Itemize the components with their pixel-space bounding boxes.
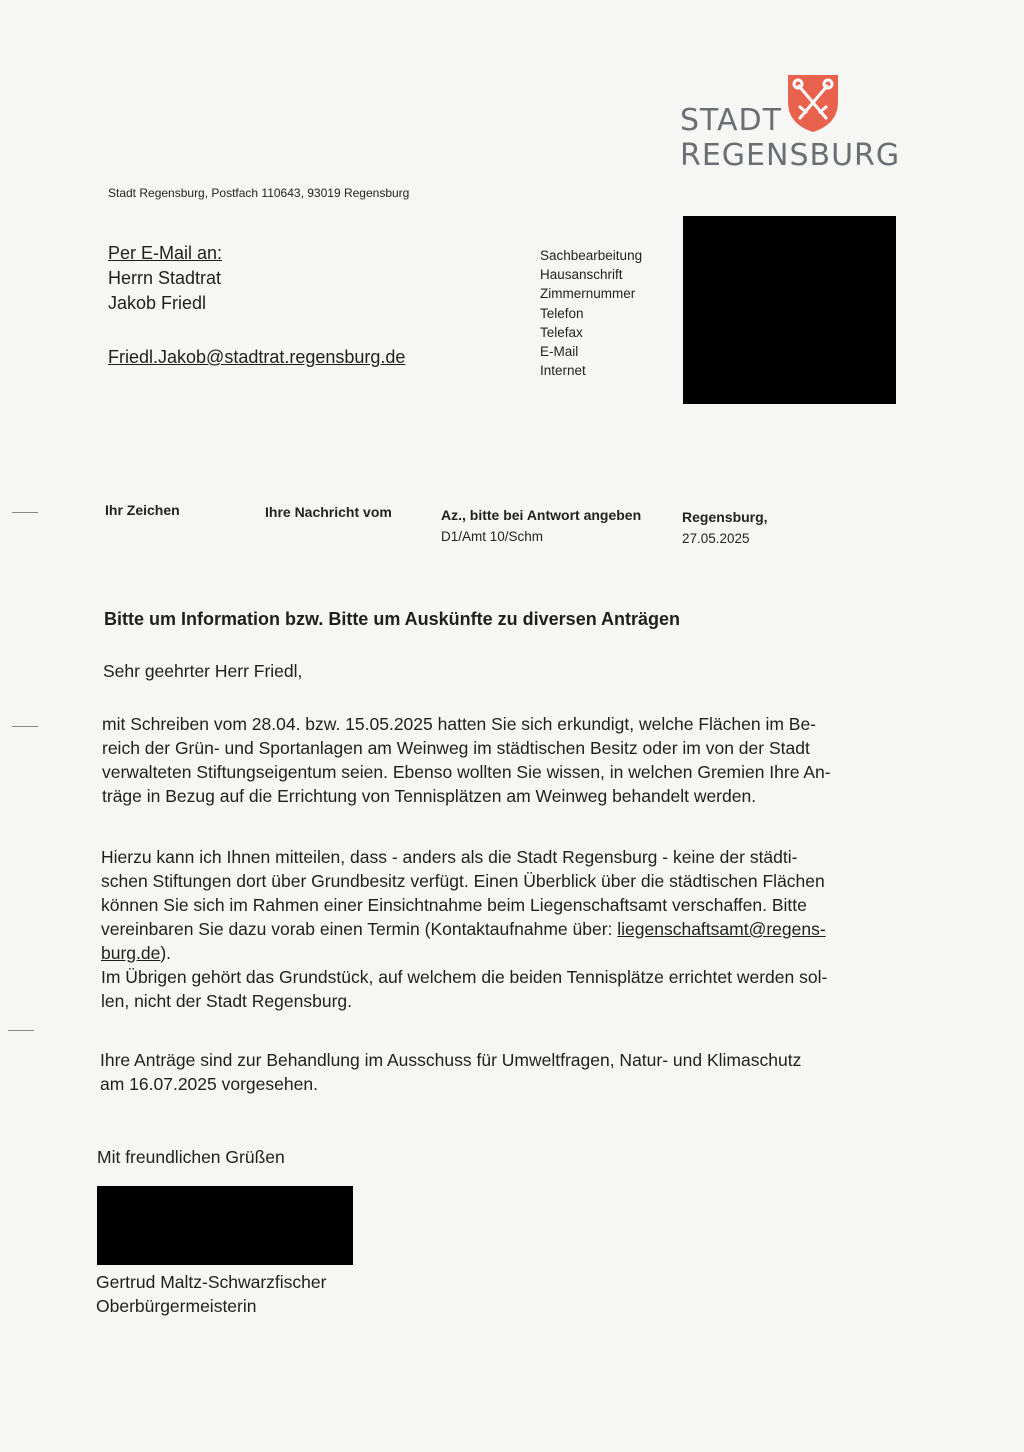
text-line: Hierzu kann ich Ihnen mitteilen, dass - anders als die Stadt Regensburg - keine der städti- (101, 847, 798, 867)
body-paragraph-2 (101, 845, 931, 1013)
text-line: träge in Bezug auf die Errichtung von Tennisplätzen am Weinweg behandelt werden. (102, 786, 757, 806)
crossed-keys-crest-icon (784, 72, 842, 134)
recipient-block (108, 241, 405, 370)
contact-label: Telefon (540, 305, 584, 321)
text-line (101, 917, 931, 941)
ref-az-label: Az., bitte bei Antwort angeben (441, 507, 642, 523)
recipient-email-link[interactable]: Friedl.Jakob@stadtrat.regensburg.de (108, 347, 406, 367)
sender-address-line: Stadt Regensburg, Postfach 110643, 93019 Regensburg (108, 186, 410, 200)
text-line-end: ). (160, 943, 172, 963)
fold-mark-top (12, 512, 38, 513)
redacted-contact-details (683, 216, 896, 404)
text-line-start: vereinbaren Sie dazu vorab einen Termin (Kontaktaufnahme über: (101, 919, 618, 939)
text-line: mit Schreiben vom 28.04. bzw. 15.05.2025 hatten Sie sich erkundigt, welche Flächen im Be- (102, 714, 817, 734)
logo-line-2: REGENSBURG (680, 138, 901, 173)
ref-ihre-nachricht-label: Ihre Nachricht vom (265, 504, 392, 520)
recipient-line-1: Herrn Stadtrat (108, 268, 222, 288)
text-line: schen Stiftungen dort über Grundbesitz verfügt. Einen Überblick über die städtischen Flächen (101, 871, 825, 891)
city-logo (680, 72, 901, 173)
text-line: am 16.07.2025 vorgesehen. (100, 1074, 318, 1094)
recipient-via: Per E-Mail an: (108, 243, 223, 263)
contact-labels (540, 246, 642, 380)
ref-az-value: D1/Amt 10/Schm (441, 529, 544, 544)
ref-place-label: Regensburg, (682, 509, 768, 525)
signatory-title: Oberbürgermeisterin (96, 1296, 257, 1316)
fold-mark-bottom (8, 1030, 34, 1031)
letter-subject: Bitte um Information bzw. Bitte um Auskünfte zu diversen Anträgen (104, 609, 681, 629)
salutation: Sehr geehrter Herr Friedl, (103, 661, 303, 681)
contact-label: Zimmernummer (540, 286, 636, 302)
recipient-line-2: Jakob Friedl (108, 293, 207, 313)
contact-label: Telefax (540, 324, 583, 340)
text-line: Ihre Anträge sind zur Behandlung im Ausschuss für Umweltfragen, Natur- und Klimaschutz (100, 1050, 802, 1070)
redacted-signature (97, 1186, 353, 1265)
text-line: verwalteten Stiftungseigentum seien. Ebenso wollten Sie wissen, in welchen Gremien Ihre An- (102, 762, 831, 782)
text-line (101, 941, 931, 965)
ref-ihr-zeichen-label: Ihr Zeichen (105, 502, 180, 518)
text-line: Im Übrigen gehört das Grundstück, auf welchem die beiden Tennisplätze errichtet werden sol- (101, 967, 828, 987)
liegenschaftsamt-email-link[interactable]: liegenschaftsamt@regens- (617, 919, 826, 939)
contact-label: Hausanschrift (540, 267, 623, 283)
text-line: len, nicht der Stadt Regensburg. (101, 991, 352, 1011)
body-paragraph-4 (100, 1048, 930, 1096)
text-line: können Sie sich im Rahmen einer Einsichtnahme beim Liegenschaftsamt verschaffen. Bitte (101, 895, 807, 915)
punch-mark (12, 726, 38, 727)
text-line: reich der Grün- und Sportanlagen am Weinweg im städtischen Besitz oder im von der Stadt (102, 738, 810, 758)
logo-line-1: STADT (680, 103, 782, 138)
liegenschaftsamt-email-link-cont[interactable]: burg.de (101, 943, 161, 963)
contact-label: Sachbearbeitung (540, 248, 643, 263)
closing: Mit freundlichen Grüßen (97, 1147, 285, 1167)
contact-label: Internet (540, 363, 586, 379)
signatory-name: Gertrud Maltz-Schwarzfischer (96, 1272, 327, 1292)
contact-label: E-Mail (540, 344, 579, 360)
body-paragraph-1 (102, 712, 932, 808)
ref-date-value: 27.05.2025 (682, 531, 750, 546)
